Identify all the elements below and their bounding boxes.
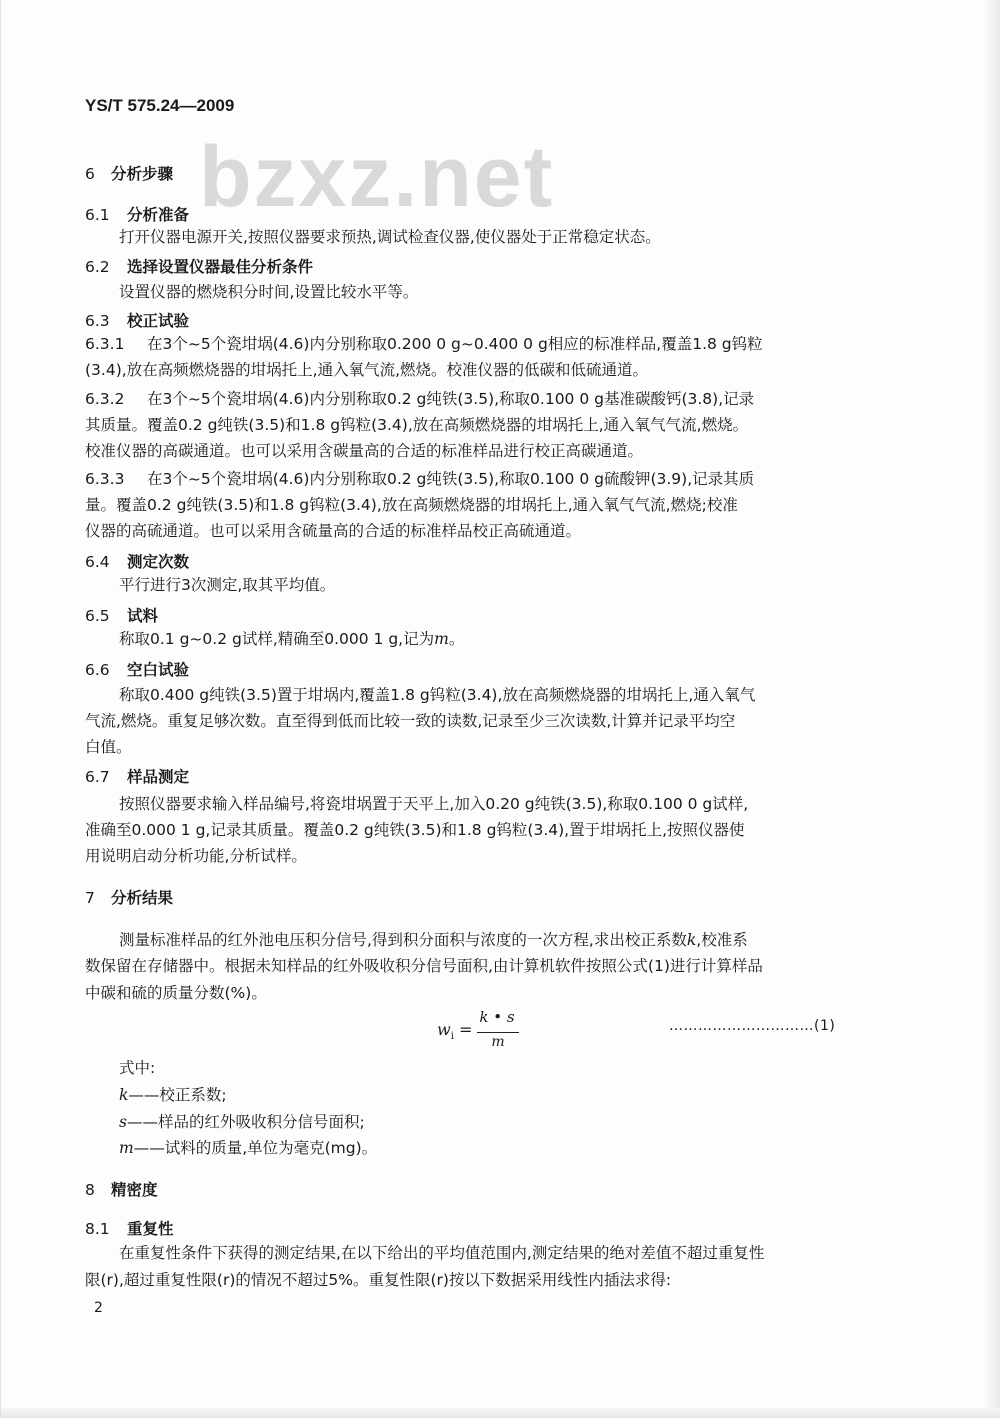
section-number: 6.3 (85, 312, 110, 330)
section-6-4-heading (85, 550, 189, 572)
section-6-6-line-1: 称取0.400 g纯铁(3.5)置于坩埚内,覆盖1.8 g钨粒(3.4),放在高频燃烧器的坩埚托上,通入氧气 (119, 686, 756, 704)
variable-s: s (119, 1113, 127, 1131)
section-title: 选择设置仪器最佳分析条件 (127, 258, 314, 276)
section-7-line-1 (119, 927, 748, 953)
section-6-heading (85, 162, 173, 184)
section-title: 分析步骤 (111, 165, 174, 183)
watermark: bzxz.net (199, 129, 555, 225)
section-6-3-3-line-2: 量。覆盖0.2 g纯铁(3.5)和1.8 g钨粒(3.4),放在高频燃烧器的坩埚托上,通入氧气气流,燃烧;校准 (85, 496, 738, 514)
paragraph-line: 在3个~5个瓷坩埚(4.6)内分别称取0.2 g纯铁(3.5),称取0.100 0 g硫酸钾(3.9),记录其质 (147, 470, 755, 488)
section-6-3-heading (85, 309, 189, 331)
section-7-heading (85, 886, 173, 908)
section-6-6-line-3: 白值。 (85, 738, 132, 756)
section-number: 8.1 (85, 1220, 110, 1238)
section-title: 重复性 (127, 1220, 174, 1238)
scan-edge-bottom (1, 1408, 1000, 1418)
section-7-line-3: 中碳和硫的质量分数(%)。 (85, 984, 267, 1002)
formula-denominator: m (491, 1034, 505, 1050)
formula-1 (437, 1008, 537, 1054)
scan-edge-right (986, 0, 1000, 1418)
section-6-5-heading (85, 604, 158, 626)
section-6-1-heading (85, 203, 189, 225)
section-6-7-line-3: 用说明启动分析功能,分析试样。 (85, 847, 307, 865)
section-6-7-line-2: 准确至0.000 1 g,记录其质量。覆盖0.2 g纯铁(3.5)和1.8 g钨粒(3.4),置于坩埚托上,按照仪器使 (85, 821, 745, 839)
paragraph-text: 。 (448, 630, 465, 648)
formula-numerator: k • s (479, 1008, 515, 1026)
where-item-m (119, 1135, 377, 1161)
section-number: 6.7 (85, 768, 110, 786)
section-6-1-text: 打开仪器电源开关,按照仪器要求预热,调试检查仪器,使仪器处于正常稳定状态。 (119, 228, 661, 246)
where-item-k (119, 1082, 227, 1108)
section-title: 分析结果 (111, 889, 174, 907)
where-desc: ——校正系数; (128, 1086, 227, 1104)
section-title: 测定次数 (127, 553, 190, 571)
equation-number: …………………………(1) (669, 1018, 836, 1034)
section-title: 精密度 (111, 1181, 158, 1199)
variable-k: k (119, 1086, 129, 1104)
section-6-3-3-line-3: 仪器的高硫通道。也可以采用含硫量高的合适的标准样品校正高硫通道。 (85, 522, 582, 540)
section-number: 6.2 (85, 258, 110, 276)
section-title: 校正试验 (127, 312, 190, 330)
fraction-bar (477, 1032, 519, 1033)
section-title: 分析准备 (127, 206, 190, 224)
section-title: 样品测定 (127, 768, 190, 786)
paragraph-line: 在3个~5个瓷坩埚(4.6)内分别称取0.200 0 g~0.400 0 g相应的标准样品,覆盖1.8 g钨粒 (147, 335, 763, 353)
where-label: 式中: (119, 1059, 156, 1077)
section-number: 6.1 (85, 206, 110, 224)
paragraph-text: ,校准系 (696, 931, 748, 949)
section-6-6-heading (85, 658, 189, 680)
section-title: 试料 (127, 607, 159, 625)
where-desc: ——试料的质量,单位为毫克(mg)。 (133, 1139, 378, 1157)
section-6-3-2-line-1 (85, 386, 754, 412)
section-6-3-2-line-2: 其质量。覆盖0.2 g纯铁(3.5)和1.8 g钨粒(3.4),放在高频燃烧器的坩埚托上,通入氧气气流,燃烧。 (85, 416, 749, 434)
section-number: 8 (85, 1181, 95, 1199)
subscript-i: i (450, 1031, 454, 1043)
section-number: 6 (85, 165, 95, 183)
section-number: 6.6 (85, 661, 110, 679)
section-6-4-text: 平行进行3次测定,取其平均值。 (119, 576, 336, 594)
equals-sign: = (459, 1020, 473, 1039)
standard-code-header: YS/T 575.24—2009 (85, 96, 235, 115)
section-number: 6.3.1 (85, 335, 125, 353)
where-item-s (119, 1109, 365, 1135)
section-title: 空白试验 (127, 661, 190, 679)
section-8-1-line-1: 在重复性条件下获得的测定结果,在以下给出的平均值范围内,测定结果的绝对差值不超过重复性 (119, 1244, 765, 1262)
section-6-7-heading (85, 765, 189, 787)
section-6-5-text (119, 626, 464, 652)
section-6-3-1-line-2: (3.4),放在高频燃烧器的坩埚托上,通入氧气流,燃烧。校准仪器的低碳和低硫通道。 (85, 361, 649, 379)
section-number: 6.4 (85, 553, 110, 571)
paragraph-text: 称取0.1 g~0.2 g试样,精确至0.000 1 g,记为 (119, 630, 435, 648)
section-6-6-line-2: 气流,燃烧。重复足够次数。直至得到低而比较一致的读数,记录至少三次读数,计算并记录平均空 (85, 712, 736, 730)
where-desc: ——样品的红外吸收积分信号面积; (126, 1113, 365, 1131)
section-8-1-line-2: 限(r),超过重复性限(r)的情况不超过5%。重复性限(r)按以下数据采用线性内插法求得: (85, 1271, 672, 1289)
section-6-7-line-1: 按照仪器要求输入样品编号,将瓷坩埚置于天平上,加入0.20 g纯铁(3.5),称取0.100 0 g试样, (119, 795, 749, 813)
section-6-3-1-line-1 (85, 331, 763, 357)
section-6-3-2-line-3: 校准仪器的高碳通道。也可以采用含碳量高的合适的标准样品进行校正高碳通道。 (85, 442, 644, 460)
variable-m: m (119, 1139, 134, 1157)
paragraph-text: 测量标准样品的红外池电压积分信号,得到积分面积与浓度的一次方程,求出校正系数 (119, 931, 687, 949)
section-6-2-text: 设置仪器的燃烧积分时间,设置比较水平等。 (119, 283, 419, 301)
section-6-3-3-line-1 (85, 466, 754, 492)
paragraph-line: 在3个~5个瓷坩埚(4.6)内分别称取0.2 g纯铁(3.5),称取0.100 0 g基准碳酸钙(3.8),记录 (147, 390, 755, 408)
variable-k: k (686, 931, 697, 949)
section-number: 7 (85, 889, 95, 907)
section-6-2-heading (85, 255, 313, 277)
formula-lhs (437, 1020, 472, 1042)
section-number: 6.5 (85, 607, 110, 625)
page-number: 2 (94, 1300, 103, 1316)
variable-w: w (437, 1020, 451, 1039)
section-number: 6.3.2 (85, 390, 125, 408)
section-7-line-2: 数保留在存储器中。根据未知样品的红外吸收积分信号面积,由计算机软件按照公式(1)进行计算样品 (85, 957, 763, 975)
section-number: 6.3.3 (85, 470, 125, 488)
section-8-heading (85, 1178, 158, 1200)
section-8-1-heading (85, 1217, 174, 1239)
variable-m: m (434, 630, 449, 648)
